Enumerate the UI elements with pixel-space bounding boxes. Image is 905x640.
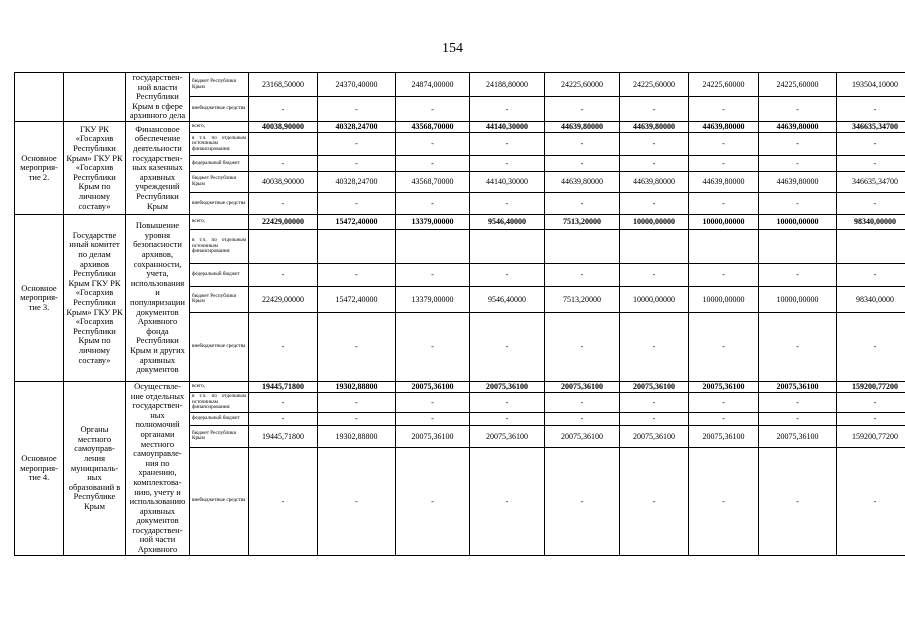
funding-source-cell: бюджет Республики Крым [190, 286, 249, 312]
value-cell: - [759, 132, 837, 155]
value-cell [620, 229, 689, 263]
value-cell [759, 229, 837, 263]
value-cell: - [318, 412, 396, 425]
value-cell: - [249, 155, 318, 171]
funding-source-cell: федеральный бюджет [190, 155, 249, 171]
value-cell: 20075,36100 [396, 425, 470, 447]
value-cell: - [837, 97, 905, 121]
value-cell: 43568,70000 [396, 171, 470, 192]
event-cell: Основное мероприя-тие 3. [15, 214, 64, 381]
value-cell: 20075,36100 [396, 381, 470, 392]
value-cell: 44639,80000 [620, 121, 689, 132]
value-cell: - [620, 97, 689, 121]
value-cell: - [318, 263, 396, 286]
value-cell: - [318, 192, 396, 214]
event-cell: Основное мероприя-тие 2. [15, 121, 64, 214]
value-cell: - [837, 263, 905, 286]
value-cell: 44140,30000 [470, 121, 545, 132]
value-cell: - [396, 263, 470, 286]
funding-source-cell: внебюджетные средства [190, 447, 249, 555]
funding-source-cell: всего, [190, 121, 249, 132]
value-cell: 20075,36100 [689, 381, 759, 392]
value-cell: - [620, 447, 689, 555]
value-cell: - [470, 392, 545, 412]
value-cell: 10000,00000 [759, 286, 837, 312]
value-cell: 19302,88800 [318, 381, 396, 392]
value-cell [396, 229, 470, 263]
value-cell: - [620, 192, 689, 214]
value-cell: 10000,00000 [689, 214, 759, 229]
value-cell: - [545, 132, 620, 155]
funding-source-cell: внебюджетные средства [190, 312, 249, 381]
value-cell: - [759, 192, 837, 214]
value-cell: 20075,36100 [620, 425, 689, 447]
value-cell: 10000,00000 [759, 214, 837, 229]
value-cell: - [545, 97, 620, 121]
value-cell: 44639,80000 [545, 121, 620, 132]
value-cell: - [396, 447, 470, 555]
value-cell [470, 229, 545, 263]
value-cell: - [396, 132, 470, 155]
value-cell: - [759, 412, 837, 425]
value-cell: 20075,36100 [759, 425, 837, 447]
value-cell [689, 229, 759, 263]
value-cell: 44639,80000 [759, 171, 837, 192]
funding-source-cell: бюджет Республики Крым [190, 171, 249, 192]
value-cell: 9546,40000 [470, 286, 545, 312]
value-cell: - [837, 392, 905, 412]
value-cell: 20075,36100 [545, 425, 620, 447]
value-cell: - [620, 132, 689, 155]
description-cell: Повышение уровня безопасности архивов, сохранности, учета, использования и популяризации документов Архивного фонда Республики Крым и других архивных документов [126, 214, 190, 381]
value-cell: - [545, 412, 620, 425]
value-cell: 24225,60000 [545, 73, 620, 97]
value-cell: 44140,30000 [470, 171, 545, 192]
value-cell: - [470, 97, 545, 121]
value-cell: 24370,40000 [318, 73, 396, 97]
value-cell: 159200,77200 [837, 381, 905, 392]
funding-source-cell: в т.ч. по отдельным источникам финансирования: [190, 392, 249, 412]
value-cell: 24225,60000 [620, 73, 689, 97]
value-cell: - [837, 447, 905, 555]
value-cell: - [470, 412, 545, 425]
executor-cell: Органы местного самоуправ-ления муниципаль-ных образований в Республике Крым [64, 381, 126, 555]
funding-source-cell: всего, [190, 381, 249, 392]
value-cell: 19445,71800 [249, 381, 318, 392]
value-cell: - [689, 192, 759, 214]
value-cell: 20075,36100 [689, 425, 759, 447]
value-cell: 24225,60000 [689, 73, 759, 97]
value-cell: 22429,00000 [249, 214, 318, 229]
value-cell: 40038,90000 [249, 171, 318, 192]
table-row [15, 214, 905, 229]
description-cell: Финансовое обеспечение деятельности государствен-ных казенных архивных учреждений Республики Крым [126, 121, 190, 214]
value-cell: - [545, 392, 620, 412]
value-cell: - [689, 447, 759, 555]
value-cell: 44639,80000 [689, 121, 759, 132]
value-cell: - [689, 312, 759, 381]
value-cell: - [318, 97, 396, 121]
value-cell: - [396, 192, 470, 214]
value-cell: 40038,90000 [249, 121, 318, 132]
value-cell: - [396, 392, 470, 412]
funding-source-cell: бюджет Республики Крым [190, 73, 249, 97]
value-cell: - [620, 412, 689, 425]
value-cell: 7513,20000 [545, 286, 620, 312]
value-cell [249, 132, 318, 155]
value-cell: - [545, 155, 620, 171]
value-cell: 20075,36100 [470, 381, 545, 392]
value-cell: - [318, 132, 396, 155]
value-cell: - [620, 263, 689, 286]
value-cell: 19302,88800 [318, 425, 396, 447]
table-row [15, 121, 905, 132]
page-number: 154 [442, 41, 463, 56]
value-cell: 98340,0000 [837, 286, 905, 312]
table-row [15, 381, 905, 392]
value-cell: 23168,50000 [249, 73, 318, 97]
value-cell: 24225,60000 [759, 73, 837, 97]
value-cell: 9546,40000 [470, 214, 545, 229]
value-cell: - [249, 312, 318, 381]
value-cell: - [837, 155, 905, 171]
executor-cell [64, 73, 126, 122]
value-cell: - [689, 132, 759, 155]
value-cell: - [689, 97, 759, 121]
value-cell: 15472,40000 [318, 214, 396, 229]
value-cell: 40328,24700 [318, 121, 396, 132]
value-cell: 13379,00000 [396, 286, 470, 312]
value-cell: 346635,34700 [837, 121, 905, 132]
value-cell: 20075,36100 [620, 381, 689, 392]
executor-cell: Государстве нный комитет по делам архивов Республики Крым ГКУ РК «Госархив Республики Крым» ГКУ РК «Госархив Республики Крым по личному составу» [64, 214, 126, 381]
value-cell [837, 229, 905, 263]
value-cell: 10000,00000 [620, 286, 689, 312]
value-cell: - [396, 155, 470, 171]
event-cell: Основное мероприя-тие 4. [15, 381, 64, 555]
value-cell: - [318, 155, 396, 171]
value-cell: - [689, 412, 759, 425]
value-cell: - [837, 412, 905, 425]
value-cell: - [249, 97, 318, 121]
value-cell: 43568,70000 [396, 121, 470, 132]
value-cell: 44639,80000 [759, 121, 837, 132]
value-cell: - [249, 192, 318, 214]
value-cell: 24874,00000 [396, 73, 470, 97]
value-cell: - [689, 392, 759, 412]
value-cell: - [396, 97, 470, 121]
funding-source-cell: бюджет Республики Крым [190, 425, 249, 447]
value-cell: - [759, 392, 837, 412]
value-cell: - [620, 392, 689, 412]
value-cell: 13379,00000 [396, 214, 470, 229]
value-cell: - [759, 155, 837, 171]
value-cell: - [545, 312, 620, 381]
funding-source-cell: федеральный бюджет [190, 412, 249, 425]
value-cell: 10000,00000 [620, 214, 689, 229]
value-cell: 22429,00000 [249, 286, 318, 312]
value-cell: - [620, 155, 689, 171]
value-cell: 44639,80000 [620, 171, 689, 192]
value-cell: - [689, 155, 759, 171]
value-cell: 346635,34700 [837, 171, 905, 192]
value-cell: - [470, 192, 545, 214]
value-cell: - [837, 192, 905, 214]
value-cell: - [837, 312, 905, 381]
funding-source-cell: всего, [190, 214, 249, 229]
value-cell: 20075,36100 [759, 381, 837, 392]
value-cell: - [759, 447, 837, 555]
value-cell: - [470, 312, 545, 381]
value-cell: - [470, 155, 545, 171]
value-cell: - [249, 447, 318, 555]
value-cell: - [318, 447, 396, 555]
value-cell: 44639,80000 [545, 171, 620, 192]
value-cell: - [318, 312, 396, 381]
value-cell: - [759, 97, 837, 121]
value-cell [318, 229, 396, 263]
value-cell: - [759, 312, 837, 381]
value-cell: 20075,36100 [545, 381, 620, 392]
value-cell: - [759, 263, 837, 286]
value-cell: - [545, 263, 620, 286]
value-cell: 40328,24700 [318, 171, 396, 192]
value-cell: 159200,77200 [837, 425, 905, 447]
executor-cell: ГКУ РК «Госархив Республики Крым» ГКУ РК «Госархив Республики Крым по личному составу» [64, 121, 126, 214]
value-cell [545, 229, 620, 263]
value-cell: - [545, 447, 620, 555]
funding-source-cell: внебюджетные средства [190, 97, 249, 121]
value-cell: - [837, 132, 905, 155]
value-cell: - [545, 192, 620, 214]
value-cell: - [318, 392, 396, 412]
value-cell: - [620, 312, 689, 381]
value-cell: - [396, 312, 470, 381]
value-cell: 98340,00000 [837, 214, 905, 229]
funding-source-cell: федеральный бюджет [190, 263, 249, 286]
value-cell [249, 229, 318, 263]
value-cell: - [470, 447, 545, 555]
funding-source-cell: внебюджетные средства [190, 192, 249, 214]
value-cell: 19445,71800 [249, 425, 318, 447]
value-cell: - [396, 412, 470, 425]
description-cell: государствен-ной власти Республики Крым в сфере архивного дела [126, 73, 190, 122]
value-cell: 44639,80000 [689, 171, 759, 192]
funding-source-cell: в т.ч. по отдельным источникам финансирования: [190, 132, 249, 155]
value-cell: - [249, 263, 318, 286]
event-cell [15, 73, 64, 122]
funding-source-cell: в т.ч. по отдельным источникам финансирования: [190, 229, 249, 263]
value-cell: 10000,00000 [689, 286, 759, 312]
value-cell: 24188,80000 [470, 73, 545, 97]
value-cell: 193504,10000 [837, 73, 905, 97]
value-cell: 15472,40000 [318, 286, 396, 312]
value-cell: - [249, 412, 318, 425]
table-body [15, 73, 905, 556]
value-cell: - [249, 392, 318, 412]
budget-table [14, 72, 905, 556]
value-cell: 7513,20000 [545, 214, 620, 229]
value-cell: - [470, 132, 545, 155]
value-cell: - [470, 263, 545, 286]
description-cell: Осуществле-ние отдельных государствен-ных полномочий органами местного самоуправле-ния по хранению, комплектова-нию, учету и использованию архивных документов государствен-ной части Архивного [126, 381, 190, 555]
table-row [15, 73, 905, 97]
value-cell: 20075,36100 [470, 425, 545, 447]
value-cell: - [689, 263, 759, 286]
